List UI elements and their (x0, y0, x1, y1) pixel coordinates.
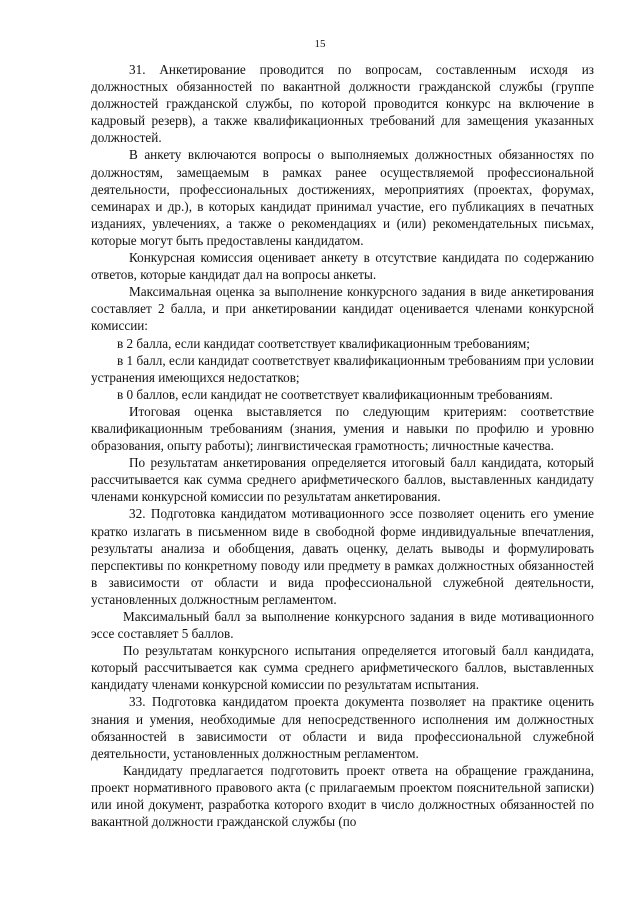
paragraph-final-score: По результатам анкетирования определяется итоговый балл кандидата, который рассчитывается как сумма среднего арифметического баллов, выставленных кандидату членами конкурсной комиссии по результатам анкетирования. (91, 455, 594, 505)
paragraph-commission-evaluation: Конкурсная комиссия оценивает анкету в отсутствие кандидата по содержанию ответов, которые кандидат дал на вопросы анкеты. (91, 250, 594, 283)
list-item-score-1: в 1 балл, если кандидат соответствует квалификационным требованиям при условии устранения имеющихся недостатков; (91, 352, 594, 385)
paragraph-essay-max-score: Максимальный балл за выполнение конкурсного задания в виде мотивационного эссе составляет 5 баллов. (91, 609, 594, 642)
list-item-score-2: в 2 балла, если кандидат соответствует квалификационным требованиям; (117, 335, 530, 351)
paragraph-max-score: Максимальная оценка за выполнение конкурсного задания в виде анкетирования составляет 2 балла, и при анкетировании кандидат оценивается членами конкурсной комиссии: (91, 284, 594, 334)
document-body (91, 61, 594, 830)
paragraph-essay-final-score: По результатам конкурсного испытания определяется итоговый балл кандидата, который рассчитывается как сумма среднего арифметического баллов, выставленных кандидату членами конкурсной комиссии по результатам испытания. (91, 643, 594, 693)
list-item-score-0: в 0 баллов, если кандидат не соответствует квалификационным требованиям. (117, 386, 553, 402)
paragraph-questionnaire-content: В анкету включаются вопросы о выполняемых должностных обязанностях по должностям, замещаемым в рамках ранее осуществляемой профессиональной деятельности, профессиональных достижениях, мероприятиях (проектах, форумах, семинарах и др.), в которых кандидат принимал участие, его публикациях в печатных изданиях, увлечениях, а также о рекомендациях и (или) рекомендательных письмах, которые могут быть предоставлены кандидатом. (91, 147, 594, 248)
paragraph-final-criteria: Итоговая оценка выставляется по следующим критериям: соответствие квалификационным требованиям (знания, умения и навыки по профилю и уровню образования, опыту работы); лингвистическая грамотность; личностные качества. (91, 403, 594, 454)
paragraph-33: 33. Подготовка кандидатом проекта документа позволяет на практике оценить знания и умения, необходимые для непосредственного исполнения им должностных обязанностей в зависимости от области и вида профессиональной служебной деятельности, установленных должностным регламентом. (91, 694, 594, 761)
paragraph-31: 31. Анкетирование проводится по вопросам, составленным исходя из должностных обязанностей по вакантной должности гражданской службы (группе должностей гражданской службы, по которой проводится конкурс на включение в кадровый резерв), а также квалификационных требований для замещения указанных должностей. (91, 62, 594, 146)
paragraph-draft-document: Кандидату предлагается подготовить проект ответа на обращение гражданина, проект нормативного правового акта (с прилагаемым проектом пояснительной записки) или иной документ, разработка которого входит в число должностных обязанностей по вакантной должности гражданской службы (по (91, 762, 594, 830)
paragraph-32: 32. Подготовка кандидатом мотивационного эссе позволяет оценить его умение кратко излагать в письменном виде в свободной форме индивидуальные впечатления, результаты анализа и обобщения, давать оценку, делать выводы и формулировать перспективы по конкретному поводу или предмету в рамках должностных обязанностей в зависимости от области и вида профессиональной служебной деятельности, установленных должностным регламентом. (91, 506, 594, 607)
page-number: 15 (314, 38, 326, 50)
